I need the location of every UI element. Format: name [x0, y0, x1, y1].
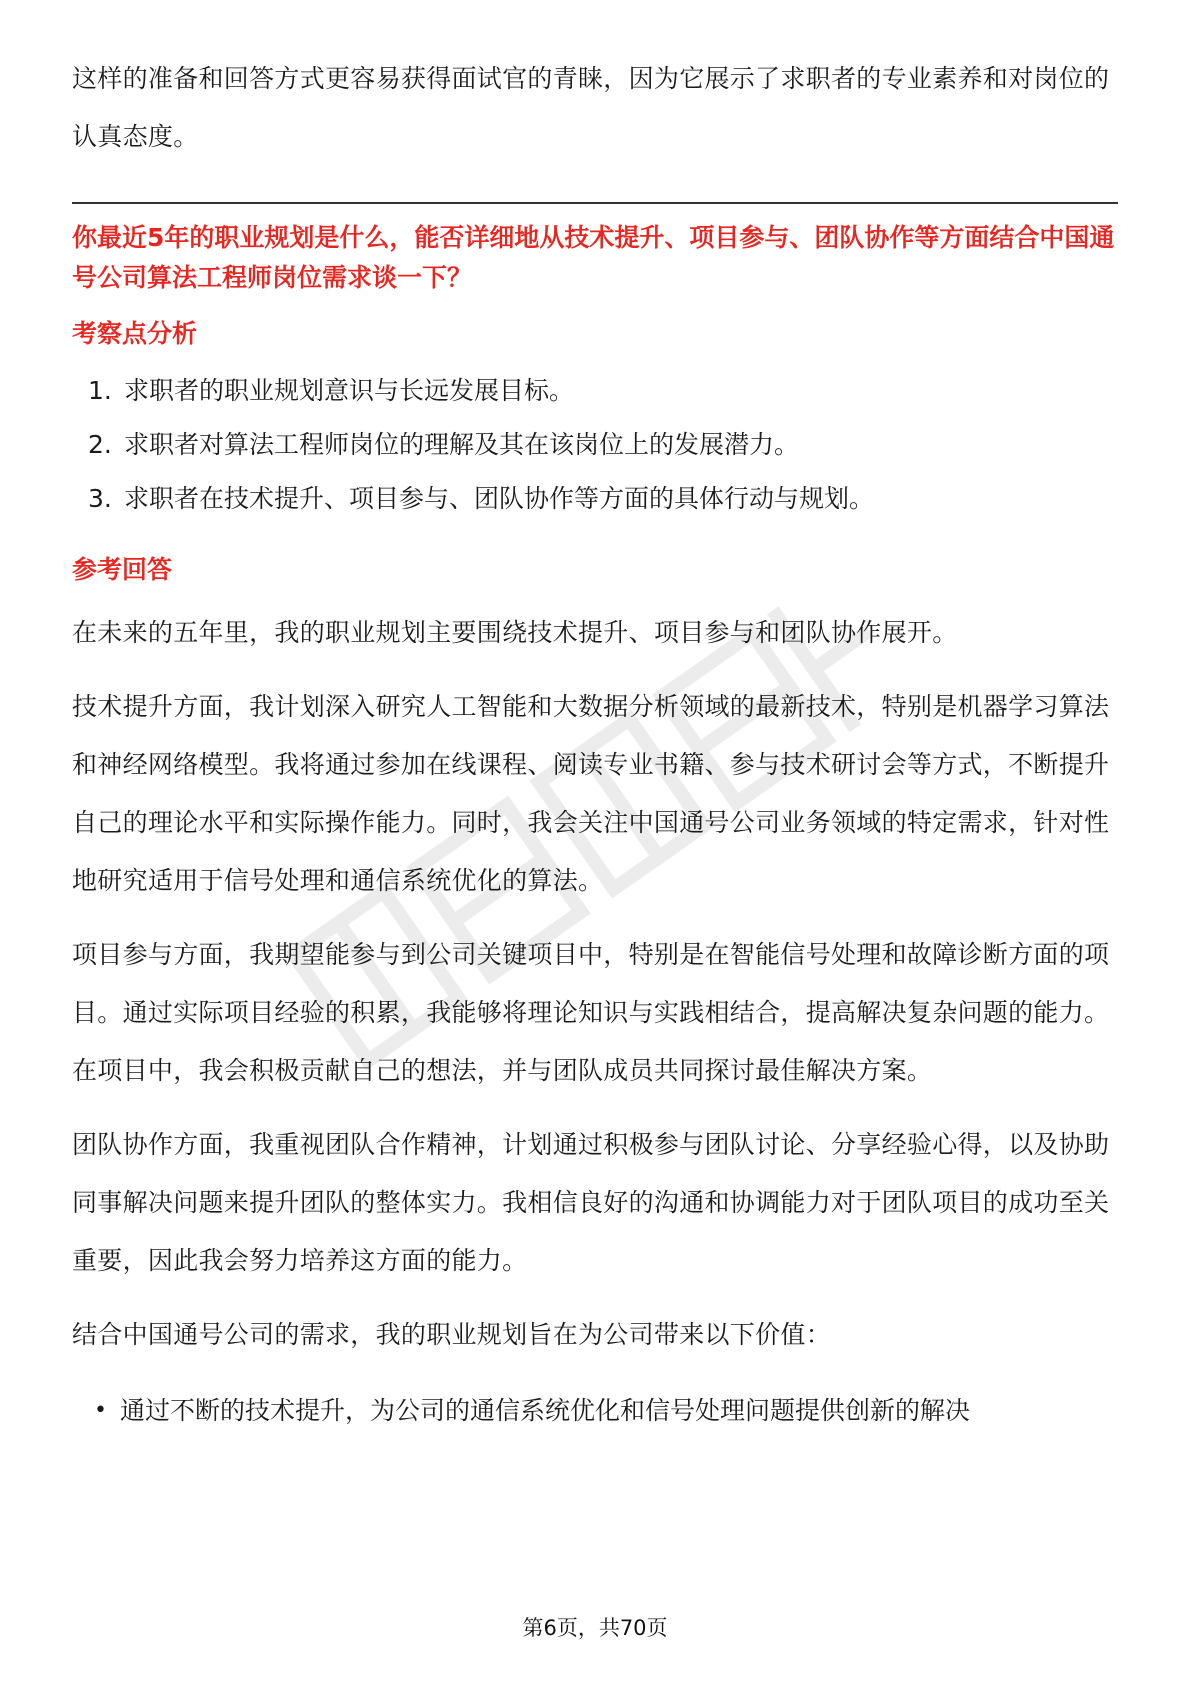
answer-paragraph: 结合中国通号公司的需求，我的职业规划旨在为公司带来以下价值：	[72, 1320, 832, 1349]
answer-paragraph: 在未来的五年里，我的职业规划主要围绕技术提升、项目参与和团队协作展开。	[72, 618, 958, 647]
intro-paragraph: 这样的准备和回答方式更容易获得面试官的青睐，因为它展示了求职者的专业素养和对岗位的认真态度。	[72, 64, 1110, 151]
list-item	[72, 472, 1118, 526]
answer-title: 参考回答	[72, 555, 173, 584]
list-number: 1.	[88, 376, 112, 405]
question-heading: 你最近5年的职业规划是什么，能否详细地从技术提升、项目参与、团队协作等方面结合中国通号公司算法工程师岗位需求谈一下？	[72, 223, 1115, 292]
list-item-text: 通过不断的技术提升，为公司的通信系统优化和信号处理问题提供创新的解决	[120, 1396, 971, 1425]
list-item-text: 求职者的职业规划意识与长远发展目标。	[124, 376, 575, 405]
list-number: 3.	[88, 484, 112, 513]
value-bullet-list	[72, 1382, 1118, 1440]
page-footer: 第6页，共70页	[522, 1616, 668, 1640]
list-number: 2.	[88, 430, 112, 459]
answer-paragraph: 项目参与方面，我期望能参与到公司关键项目中，特别是在智能信号处理和故障诊断方面的项目。通过实际项目经验的积累，我能够将理论知识与实践相结合，提高解决复杂问题的能力。在项目中，我会积极贡献自己的想法，并与团队成员共同探讨最佳解决方案。	[72, 940, 1110, 1085]
answer-paragraph: 团队协作方面，我重视团队合作精神，计划通过积极参与团队讨论、分享经验心得，以及协助同事解决问题来提升团队的整体实力。我相信良好的沟通和协调能力对于团队项目的成功至关重要，因此我会努力培养这方面的能力。	[72, 1130, 1110, 1275]
list-item	[72, 364, 1118, 418]
bullet-icon: •	[94, 1398, 107, 1423]
analysis-list	[72, 364, 1118, 526]
list-item	[72, 418, 1118, 472]
main-content	[72, 50, 1118, 1440]
list-item	[72, 1382, 1118, 1440]
answer-paragraph: 技术提升方面，我计划深入研究人工智能和大数据分析领域的最新技术，特别是机器学习算法和神经网络模型。我将通过参加在线课程、阅读专业书籍、参与技术研讨会等方式，不断提升自己的理论水平和实际操作能力。同时，我会关注中国通号公司业务领域的特定需求，针对性地研究适用于信号处理和通信系统优化的算法。	[72, 692, 1110, 895]
analysis-title: 考察点分析	[72, 319, 198, 348]
list-item-text: 求职者在技术提升、项目参与、团队协作等方面的具体行动与规划。	[124, 484, 875, 513]
section-divider	[72, 202, 1118, 204]
list-item-text: 求职者对算法工程师岗位的理解及其在该岗位上的发展潜力。	[124, 430, 800, 459]
